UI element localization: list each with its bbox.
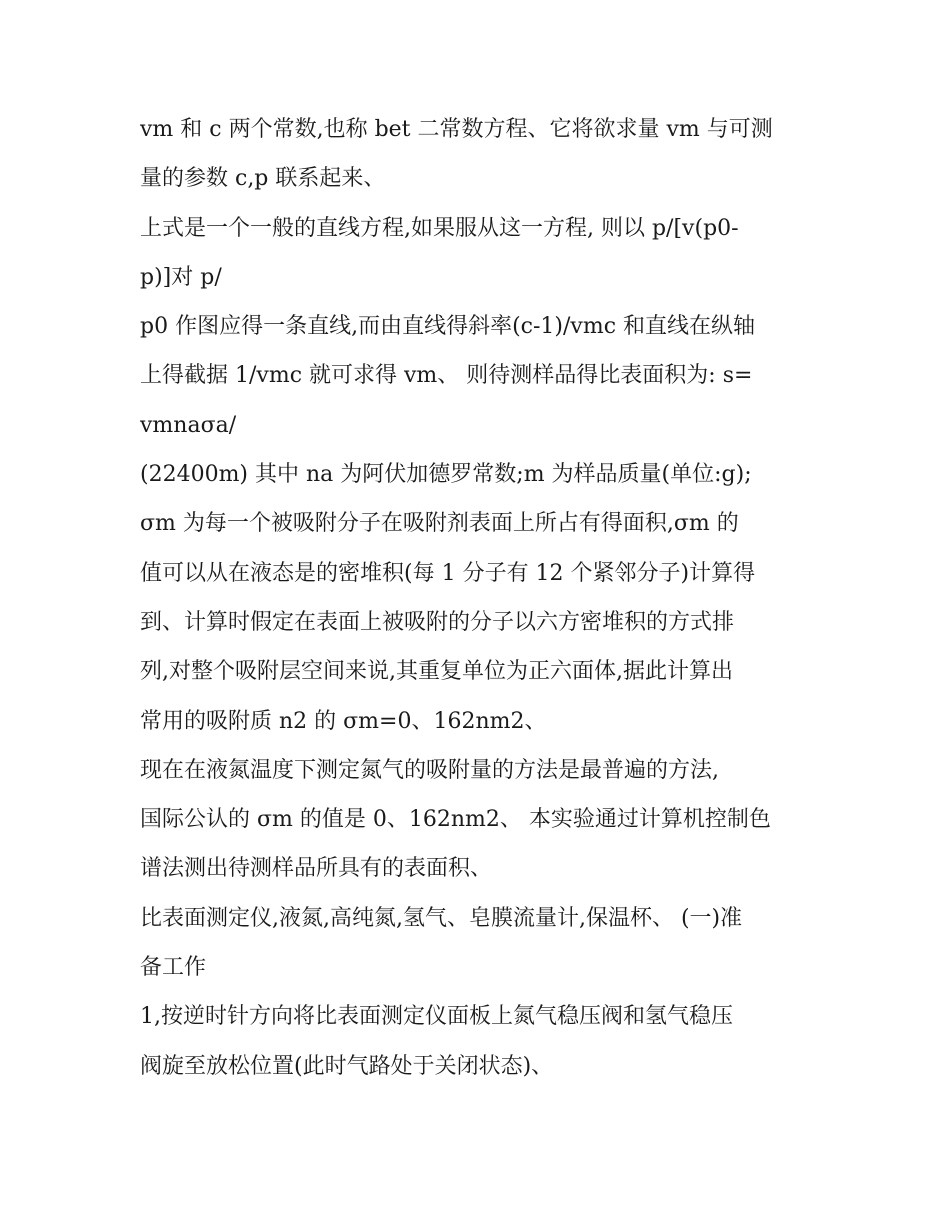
text-line-19: 1,按逆时针方向将比表面测定仪面板上氮气稳压阀和氢气稳压 [140,1004,733,1030]
text-line-10: 值可以从在液态是的密堆积(每 1 分子有 12 个紧邻分子)计算得 [140,560,756,586]
text-line-1: vm 和 c 两个常数,也称 bet 二常数方程、它将欲求量 vm 与可测 [140,117,773,142]
text-line-14: 现在在液氮温度下测定氮气的吸附量的方法是最普遍的方法, [140,757,719,783]
text-line-4: p)]对 p/ [140,264,222,290]
text-line-17: 比表面测定仪,液氮,高纯氮,氢气、皂膜流量计,保温杯、 (一)准 [140,905,743,931]
text-line-8: (22400m) 其中 na 为阿伏加德罗常数;m 为样品质量(单位:g); [140,462,752,488]
text-line-12: 列,对整个吸附层空间来说,其重复单位为正六面体,据此计算出 [140,659,733,685]
text-line-18: 备工作 [140,955,207,981]
text-line-15: 国际公认的 σm 的值是 0、162nm2、 本实验通过计算机控制色 [140,807,771,833]
text-line-13: 常用的吸附质 n2 的 σm=0、162nm2、 [140,708,547,734]
text-line-2: 量的参数 c,p 联系起来、 [140,166,386,192]
document-page [140,105,820,1091]
text-line-6: 上得截据 1/vmc 就可求得 vm、 则待测样品得比表面积为: s= [140,363,753,389]
text-line-7: vmnaσa/ [140,412,237,438]
text-line-20: 阀旋至放松位置(此时气路处于关闭状态)、 [140,1053,554,1079]
text-line-16: 谱法测出待测样品所具有的表面积、 [140,856,493,882]
text-line-3: 上式是一个一般的直线方程,如果服从这一方程, 则以 p/[v(p0- [140,215,739,241]
text-line-5: p0 作图应得一条直线,而由直线得斜率(c-1)/vmc 和直线在纵轴 [140,314,756,340]
text-line-11: 到、计算时假定在表面上被吸附的分子以六方密堆积的方式排 [140,609,735,635]
text-line-9: σm 为每一个被吸附分子在吸附剂表面上所占有得面积,σm 的 [140,511,739,537]
